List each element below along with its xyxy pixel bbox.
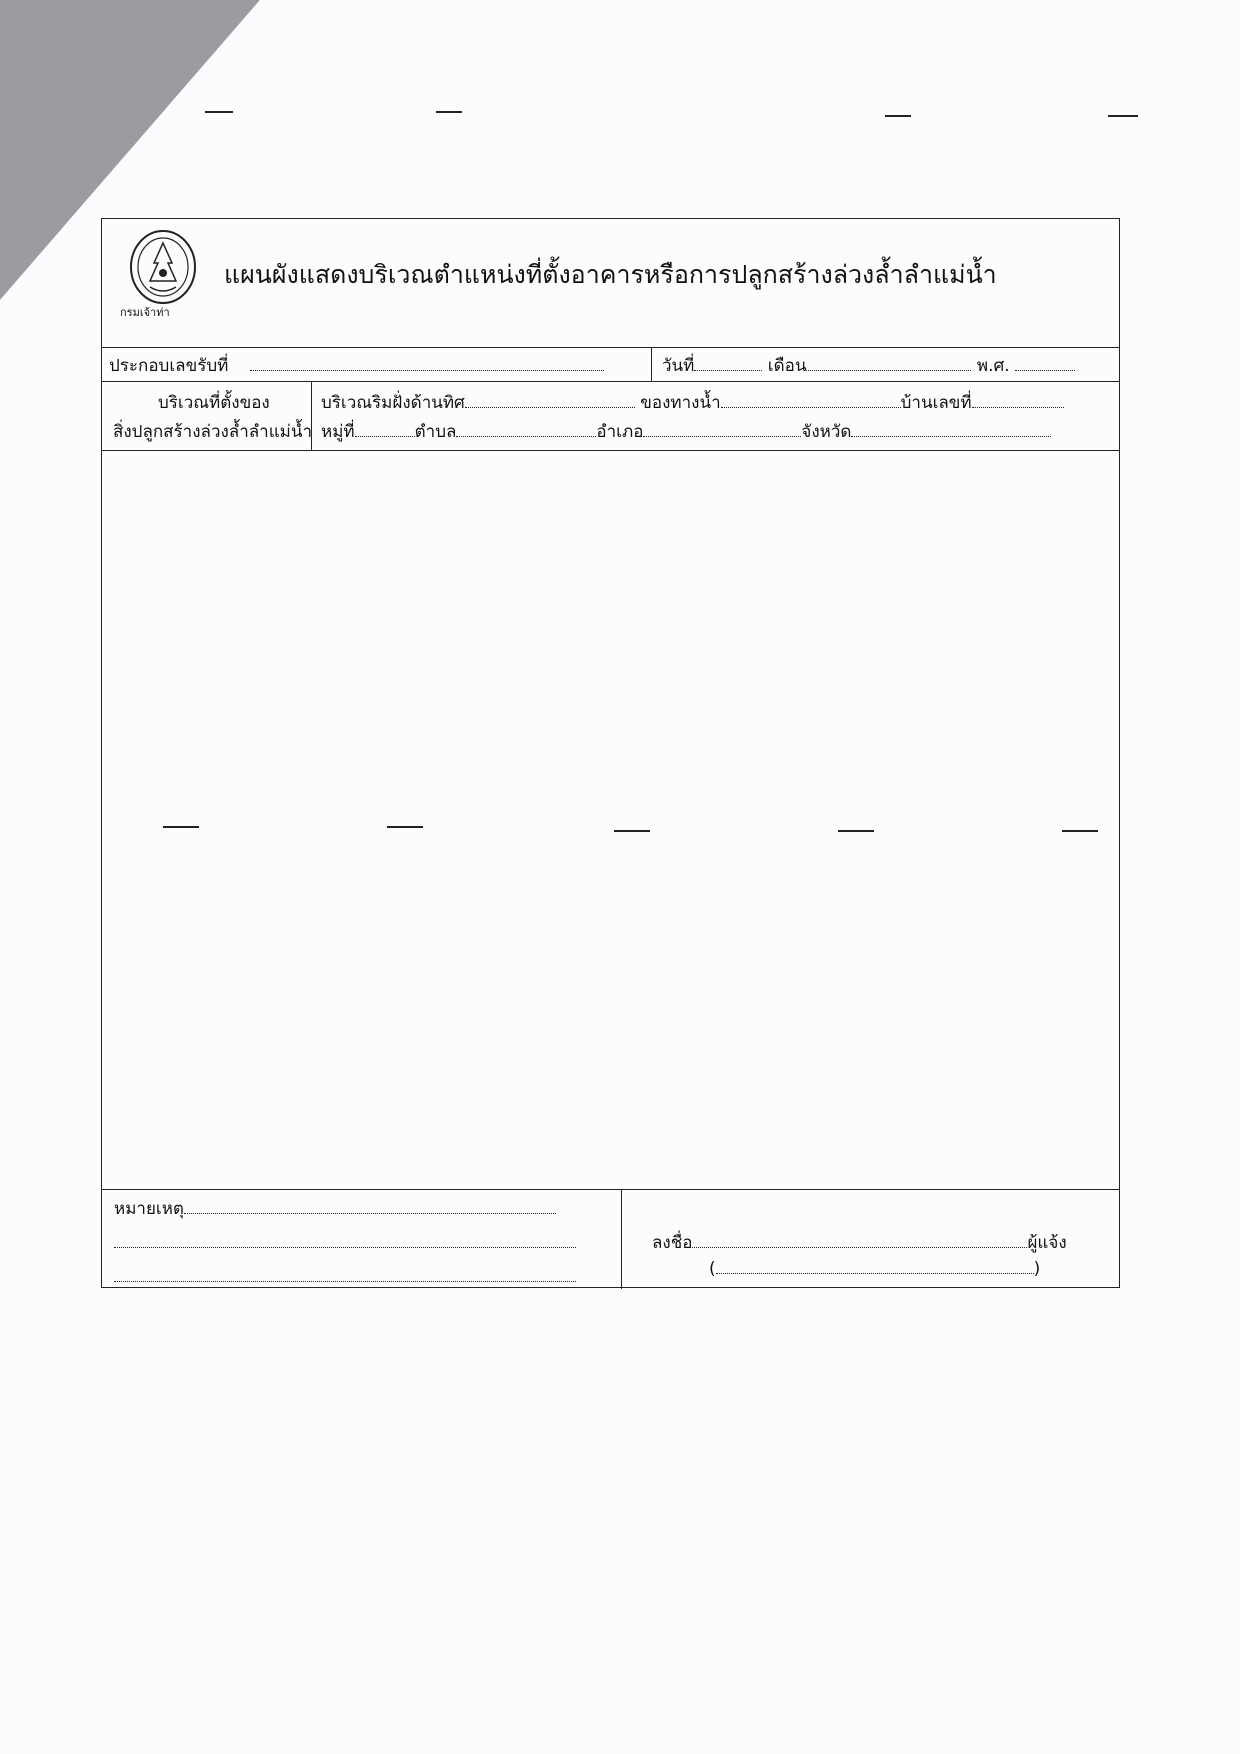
scan-mark: [1108, 115, 1138, 117]
month-line[interactable]: [806, 356, 971, 371]
house-number-line[interactable]: [972, 393, 1064, 408]
address-row: [321, 418, 1051, 445]
moo-line[interactable]: [355, 422, 415, 437]
year-label: พ.ศ.: [976, 356, 1010, 376]
tambon-label: ตำบล: [414, 422, 457, 442]
signature-line[interactable]: [692, 1233, 1027, 1248]
waterway-line[interactable]: [721, 393, 901, 408]
receipt-number-field[interactable]: [109, 352, 604, 379]
scan-mark: [436, 111, 462, 113]
day-line[interactable]: [694, 356, 762, 371]
moo-label: หมู่ที่: [321, 422, 355, 442]
remarks-line-1[interactable]: [184, 1199, 556, 1214]
remarks-line-2[interactable]: [114, 1233, 576, 1248]
province-line[interactable]: [851, 422, 1051, 437]
amphoe-line[interactable]: [643, 422, 801, 437]
paren-open: (: [709, 1259, 716, 1279]
building-location-form: [101, 218, 1120, 1288]
signature-label: ลงชื่อ: [652, 1233, 693, 1253]
bank-direction-row: [321, 389, 1064, 416]
amphoe-label: อำเภอ: [596, 422, 644, 442]
signature-field: [652, 1229, 1067, 1256]
paren-close: ): [1033, 1259, 1041, 1279]
remarks-line-3[interactable]: [114, 1267, 576, 1282]
divider: [102, 1189, 1119, 1190]
scan-mark: [205, 111, 233, 113]
receipt-number-label: ประกอบเลขรับที่: [109, 356, 229, 376]
date-fields: [662, 352, 1075, 379]
location-heading-line1: บริเวณที่ตั้งของ: [158, 393, 270, 413]
house-number-label: บ้านเลขที่: [900, 393, 972, 413]
location-heading-line2: สิ่งปลูกสร้างล่วงล้ำลำแม่น้ำ: [113, 422, 313, 442]
tambon-line[interactable]: [456, 422, 596, 437]
remarks-label: หมายเหตุ: [114, 1199, 184, 1219]
remarks-field: [114, 1195, 556, 1222]
day-label: วันที่: [662, 356, 695, 376]
printed-name-line[interactable]: [716, 1259, 1034, 1274]
month-label: เดือน: [767, 356, 807, 376]
printed-name-field: [709, 1259, 1040, 1279]
year-line[interactable]: [1015, 356, 1075, 371]
receipt-number-line[interactable]: [250, 356, 604, 371]
seal-caption: กรมเจ้าท่า: [120, 306, 170, 319]
divider: [651, 347, 652, 381]
divider: [621, 1189, 622, 1289]
waterway-label: ของทางน้ำ: [640, 393, 721, 413]
scan-mark: [885, 115, 911, 117]
bank-direction-label: บริเวณริมฝั่งด้านทิศ: [321, 393, 465, 413]
bank-direction-line[interactable]: [465, 393, 635, 408]
form-title: แผนผังแสดงบริเวณตำแหน่งที่ตั้งอาคารหรือการปลูกสร้างล่วงล้ำลำแม่น้ำ: [224, 260, 997, 289]
divider: [102, 381, 1119, 382]
divider: [102, 347, 1119, 348]
site-plan-drawing-area[interactable]: [102, 451, 1119, 1189]
informant-label: ผู้แจ้ง: [1027, 1233, 1067, 1253]
province-label: จังหวัด: [801, 422, 852, 442]
